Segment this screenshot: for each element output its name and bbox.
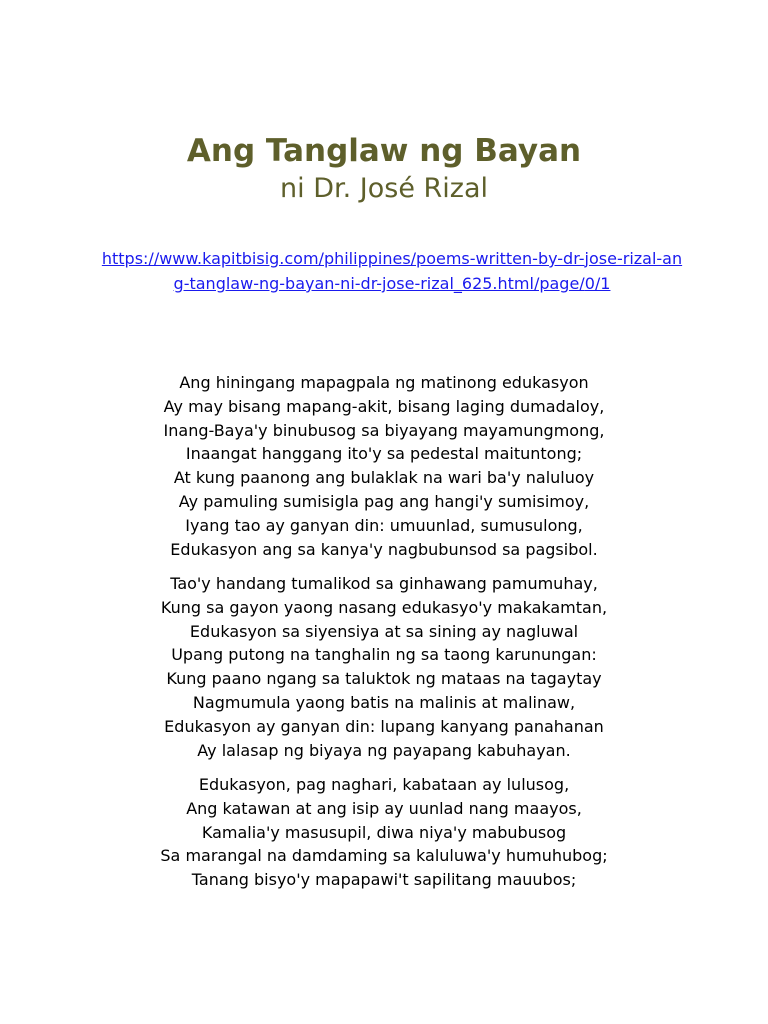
stanza-2 — [0, 572, 768, 762]
poem-line: Ay pamuling sumisigla pag ang hangi'y sumisimoy, — [178, 491, 590, 511]
source-link-line-1[interactable]: https://www.kapitbisig.com/philippines/poems-written-by-dr- — [101, 249, 585, 268]
poem-line: Upang putong na tanghalin ng sa taong karunungan: — [171, 645, 597, 665]
poem-line: At kung paanong ang bulaklak na wari ba'y naluluoy — [173, 468, 595, 488]
poem-line: Ay may bisang mapang-akit, bisang laging dumadaloy, — [163, 396, 605, 416]
poem-line: Kamalia'y masusupil, diwa niya'y mabubusog — [201, 822, 567, 842]
poem-line: Sa marangal na damdaming sa kaluluwa'y humuhubog; — [160, 846, 608, 866]
poem-line: Edukasyon, pag naghari, kabataan ay lulusog, — [198, 775, 570, 794]
poem-line: Edukasyon ang sa kanya'y nagbubunsod sa pagsibol. — [170, 539, 598, 559]
page-title: Ang Tanglaw ng Bayan — [186, 133, 582, 169]
poem-line: Edukasyon ay ganyan din: lupang kanyang panahanan — [164, 716, 604, 736]
source-link[interactable] — [100, 246, 684, 296]
poem-line: Inang-Baya'y binubusog sa biyayang mayamungmong, — [163, 420, 605, 440]
poem-line: Kung paano ngang sa taluktok ng mataas na tagaytay — [166, 669, 602, 689]
poem-line: Tao'y handang tumalikod sa ginhawang pamumuhay, — [170, 574, 598, 593]
stanza-1 — [0, 371, 768, 561]
poem-line: Ay lalasap ng biyaya ng payapang kabuhayan. — [197, 740, 571, 760]
poem-line: Ang katawan at ang isip ay uunlad nang maayos, — [186, 798, 582, 818]
poem-line: Edukasyon sa siyensiya at sa sining ay nagluwal — [189, 621, 579, 641]
poem-line: Ang hiningang mapagpala ng matinong edukasyon — [179, 373, 589, 392]
stanza-3 — [0, 773, 768, 892]
source-link-line-2[interactable]: jose-rizal-ang-tanglaw-ng-bayan-ni-dr-jose-rizal_625.html/page/ — [173, 249, 683, 293]
poem-line: Iyang tao ay ganyan din: umuunlad, sumusulong, — [185, 515, 583, 535]
author-line: ni Dr. José Rizal — [280, 173, 488, 204]
poem-line: Tanang bisyo'y mapapawi't sapilitang mauubos; — [191, 870, 577, 890]
source-link-line-3[interactable]: 0/1 — [584, 274, 611, 293]
poem-line: Inaangat hanggang ito'y sa pedestal maituntong; — [185, 444, 583, 464]
poem-line: Nagmumula yaong batis na malinis at malinaw, — [192, 692, 576, 712]
poem-line: Kung sa gayon yaong nasang edukasyo'y makakamtan, — [160, 597, 608, 617]
